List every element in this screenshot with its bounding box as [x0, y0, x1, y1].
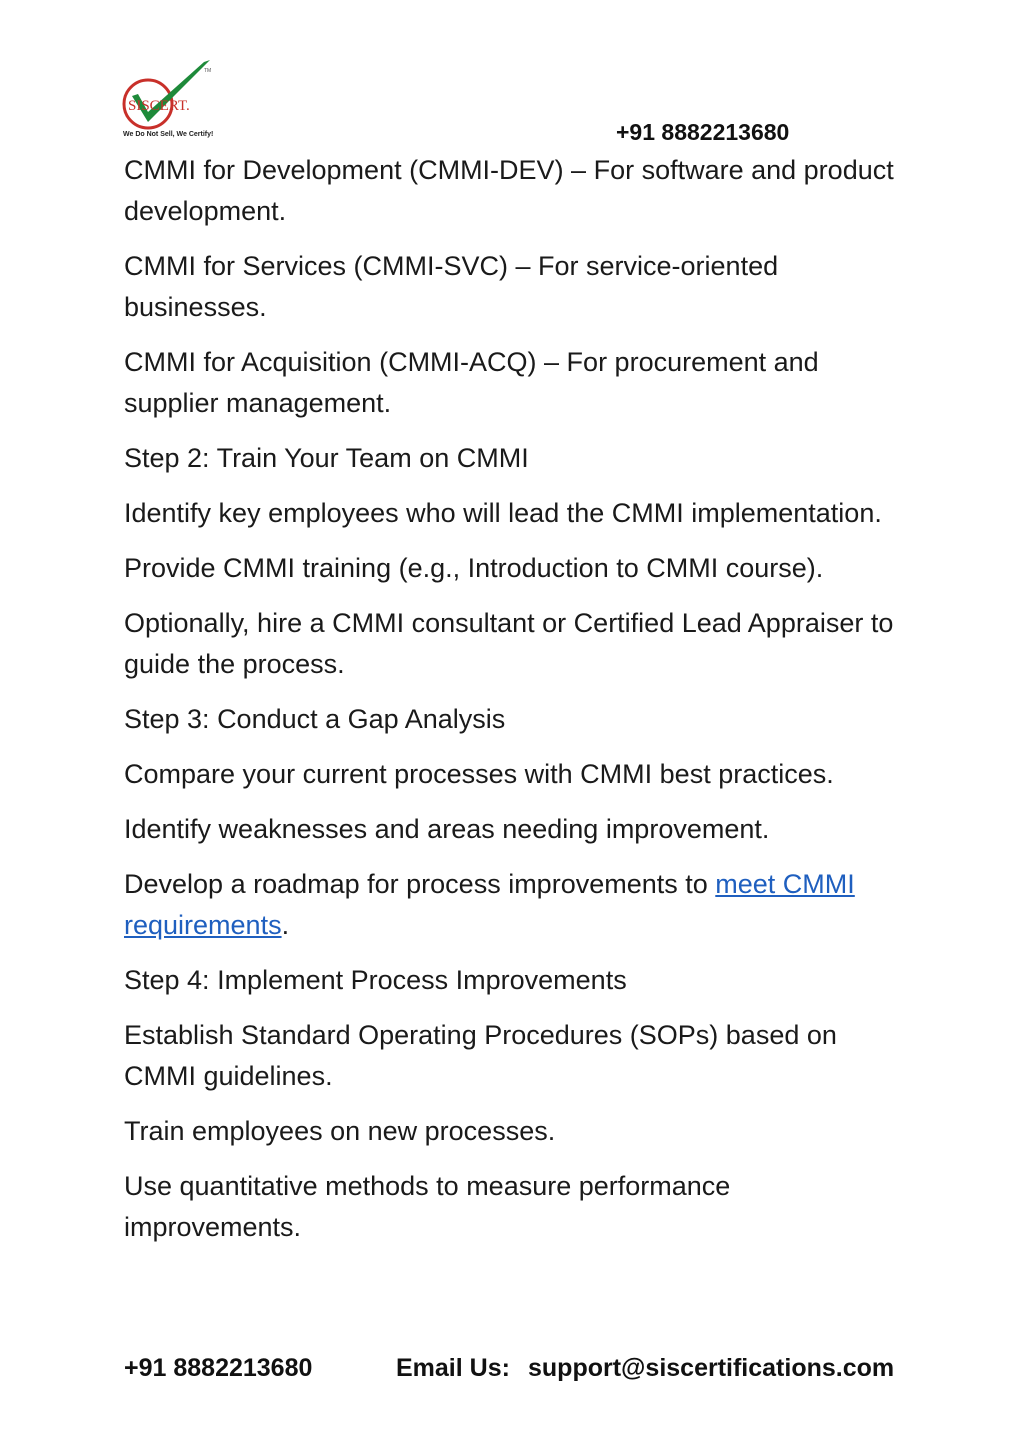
- logo-text: SISCERT.: [128, 98, 190, 114]
- meet-cmmi-requirements-link[interactable]: meet CMMI requirements: [124, 869, 855, 940]
- logo-tagline: We Do Not Sell, We Certify!: [123, 131, 214, 138]
- paragraph-identify-employees: Identify key employees who will lead the CMMI implementation.: [124, 498, 882, 528]
- paragraph-quantitative-methods: Use quantitative methods to measure performance improvements.: [124, 1171, 731, 1242]
- paragraph-cmmi-dev: CMMI for Development (CMMI-DEV) – For software and product development.: [124, 155, 894, 226]
- footer-phone-number: +91 8882213680: [124, 1354, 313, 1382]
- paragraph-cmmi-acq: CMMI for Acquisition (CMMI-ACQ) – For procurement and supplier management.: [124, 347, 819, 418]
- step-2-heading: Step 2: Train Your Team on CMMI: [124, 443, 529, 473]
- logo-tm: TM: [204, 68, 212, 74]
- paragraph-establish-sops: Establish Standard Operating Procedures (SOPs) based on CMMI guidelines.: [124, 1020, 837, 1091]
- roadmap-period: .: [281, 910, 290, 940]
- step-4-heading: Step 4: Implement Process Improvements: [124, 965, 627, 995]
- paragraph-train-employees: Train employees on new processes.: [124, 1116, 556, 1146]
- document-body: [124, 150, 914, 1262]
- paragraph-provide-training: Provide CMMI training (e.g., Introduction to CMMI course).: [124, 553, 824, 583]
- footer-email-address: support@siscertifications.com: [528, 1354, 895, 1382]
- roadmap-text: Develop a roadmap for process improvements to: [124, 869, 716, 899]
- header-phone-number: +91 8882213680: [616, 119, 790, 145]
- paragraph-compare-processes: Compare your current processes with CMMI best practices.: [124, 759, 834, 789]
- paragraph-hire-consultant: Optionally, hire a CMMI consultant or Certified Lead Appraiser to guide the process.: [124, 608, 894, 679]
- footer-email-label: Email Us:: [396, 1354, 510, 1382]
- siscert-logo: [118, 56, 218, 142]
- logo-mark-icon: [118, 56, 218, 142]
- page-footer: [124, 1354, 924, 1383]
- paragraph-develop-roadmap: [124, 864, 914, 946]
- paragraph-cmmi-svc: CMMI for Services (CMMI-SVC) – For service-oriented businesses.: [124, 251, 779, 322]
- step-3-heading: Step 3: Conduct a Gap Analysis: [124, 704, 506, 734]
- paragraph-identify-weaknesses: Identify weaknesses and areas needing improvement.: [124, 814, 770, 844]
